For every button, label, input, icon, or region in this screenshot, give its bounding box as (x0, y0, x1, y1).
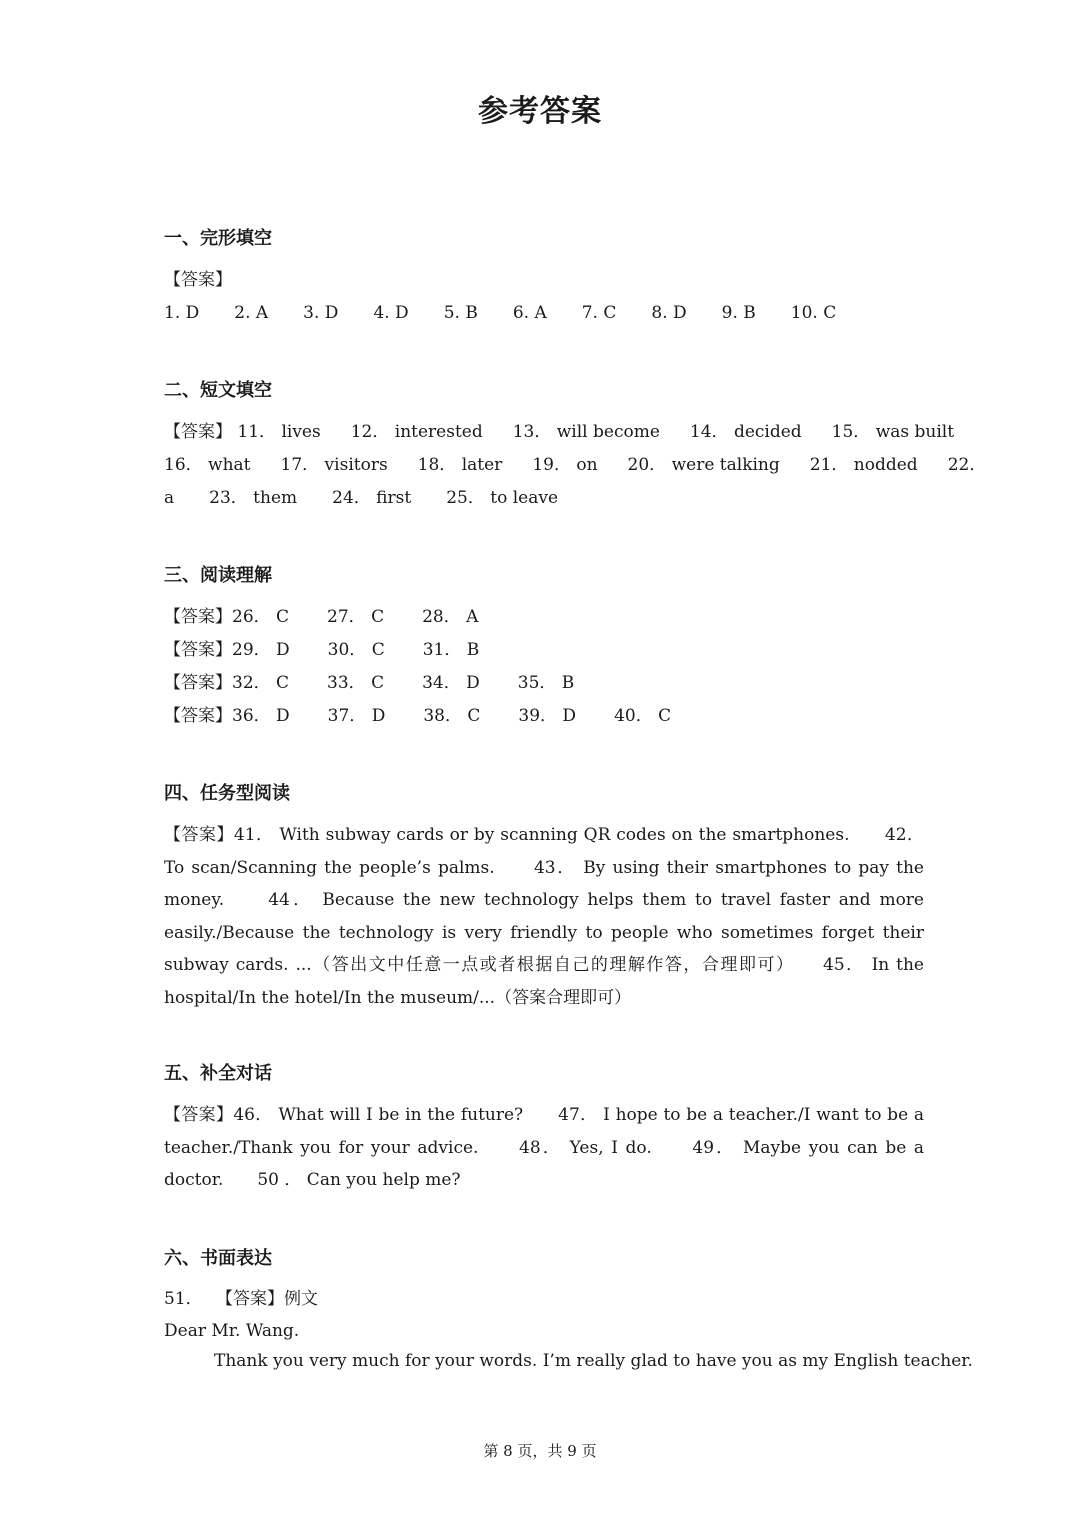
section-heading: 四、任务型阅读 (164, 783, 290, 804)
section-cloze (164, 227, 924, 330)
answer-tag: 【答案】 (164, 673, 232, 693)
section-heading: 三、阅读理解 (164, 565, 272, 586)
answer-tag: 【答案】 (164, 706, 232, 726)
answer-item: 25． to leave (446, 488, 559, 508)
answer-item: 9. B (721, 303, 756, 323)
answer-item: 16． what (164, 455, 251, 475)
answer-item: 33． C (327, 673, 385, 693)
answer-item: 21． nodded (809, 455, 918, 475)
section-passage-fill (164, 379, 987, 515)
answer-item: 3. D (303, 303, 339, 323)
answer-item: 1. D (164, 303, 200, 323)
section-task-reading (164, 782, 924, 1014)
answer-item: 36． D (232, 706, 290, 726)
answer-item: 19． on (532, 455, 598, 475)
letter-salutation: Dear Mr. Wang. (164, 1321, 300, 1341)
answer-item: 6. A (512, 303, 547, 323)
section-reading (164, 564, 924, 733)
answer-item: 29． D (232, 640, 290, 660)
answer-item: 37． D (327, 706, 386, 726)
writing-answer-line (164, 1283, 924, 1316)
answer-tag: 【答案】 (164, 640, 232, 660)
answer-item: 2. A (234, 303, 269, 323)
answer-text: 46． What will I be in the future? 47． I hope to be a teacher./I want to be a teacher./Thank you for your advice. 48． Yes, I do. 49． Maybe you can be a doctor. 50 ． Can you help me? (164, 1105, 924, 1190)
answer-item: 11． lives (237, 422, 321, 442)
answer-item: a (164, 488, 175, 508)
answer-item: 22． (947, 455, 987, 475)
answer-item: 20． were talking (627, 455, 780, 475)
answer-item: 39． D (518, 706, 577, 726)
section-heading: 六、书面表达 (164, 1248, 272, 1269)
answer-tag: 【答案】 (164, 1105, 234, 1125)
answer-item: 18． later (417, 455, 503, 475)
section-heading: 五、补全对话 (164, 1063, 272, 1084)
answer-item: 10. C (790, 303, 837, 323)
answer-item: 28． A (422, 607, 479, 627)
section-heading: 二、短文填空 (164, 380, 272, 401)
answer-tag: 【答案】 (164, 422, 232, 442)
answer-line (164, 482, 924, 515)
answer-row (164, 667, 924, 700)
answer-tag: 【答案】 (164, 270, 232, 290)
answer-item: 27． C (327, 607, 385, 627)
answer-item: 23． them (209, 488, 298, 508)
answer-item: 5. B (443, 303, 478, 323)
answer-line (164, 449, 987, 482)
page-title: 参考答案 (478, 94, 602, 129)
answer-item: 30． C (327, 640, 385, 660)
answer-item: 38． C (423, 706, 481, 726)
answer-item: 14． decided (689, 422, 802, 442)
answer-item: 17． visitors (280, 455, 388, 475)
answer-item: 24． first (332, 488, 412, 508)
answer-item: 12． interested (350, 422, 483, 442)
answer-item: 8. D (651, 303, 687, 323)
answer-tag-line (164, 264, 924, 297)
answer-list (164, 297, 924, 330)
answer-tag: 【答案】 (164, 825, 234, 845)
section-writing (164, 1247, 973, 1376)
answer-item: 15． was built (831, 422, 955, 442)
answer-tag: 【答案】 (216, 1289, 285, 1309)
answer-tag: 【答案】 (164, 607, 232, 627)
answer-item: 40． C (614, 706, 672, 726)
answer-line (164, 416, 955, 449)
answer-item: 4. D (373, 303, 409, 323)
answer-item: 26． C (232, 607, 290, 627)
section-dialogue (164, 1062, 924, 1197)
answer-item: 7. C (581, 303, 617, 323)
answer-item: 32． C (232, 673, 290, 693)
question-number: 51． (164, 1289, 203, 1309)
answer-row (164, 634, 924, 667)
answer-item: 13． will become (512, 422, 660, 442)
answer-paragraph (164, 819, 924, 1014)
answer-item: 31． B (422, 640, 480, 660)
letter-body: Thank you very much for your words. I’m really glad to have you as my English teacher. (214, 1351, 973, 1371)
section-heading: 一、完形填空 (164, 228, 272, 249)
answer-row (164, 601, 924, 634)
answer-paragraph (164, 1099, 924, 1197)
answer-item: 34． D (422, 673, 480, 693)
answer-rows (164, 601, 924, 733)
page-footer: 第 8 页，共 9 页 (483, 1442, 597, 1460)
answer-item: 35． B (517, 673, 575, 693)
answer-row (164, 700, 924, 733)
sample-label: 例文 (284, 1289, 319, 1309)
answer-text: 41． With subway cards or by scanning QR codes on the smartphones. 42． To scan/Scanning the people’s palms. 43． By using their smartphones to pay the money. 44． Because the new technology helps them to travel faster and more easily./Because the technology is very friendly to people who sometimes forget their subway cards. ...（答出文中任意一点或者根据自己的理解作答，合理即可） 45． In the hospital/In the hotel/In the museum/...（答案合理即可） (164, 825, 925, 1008)
